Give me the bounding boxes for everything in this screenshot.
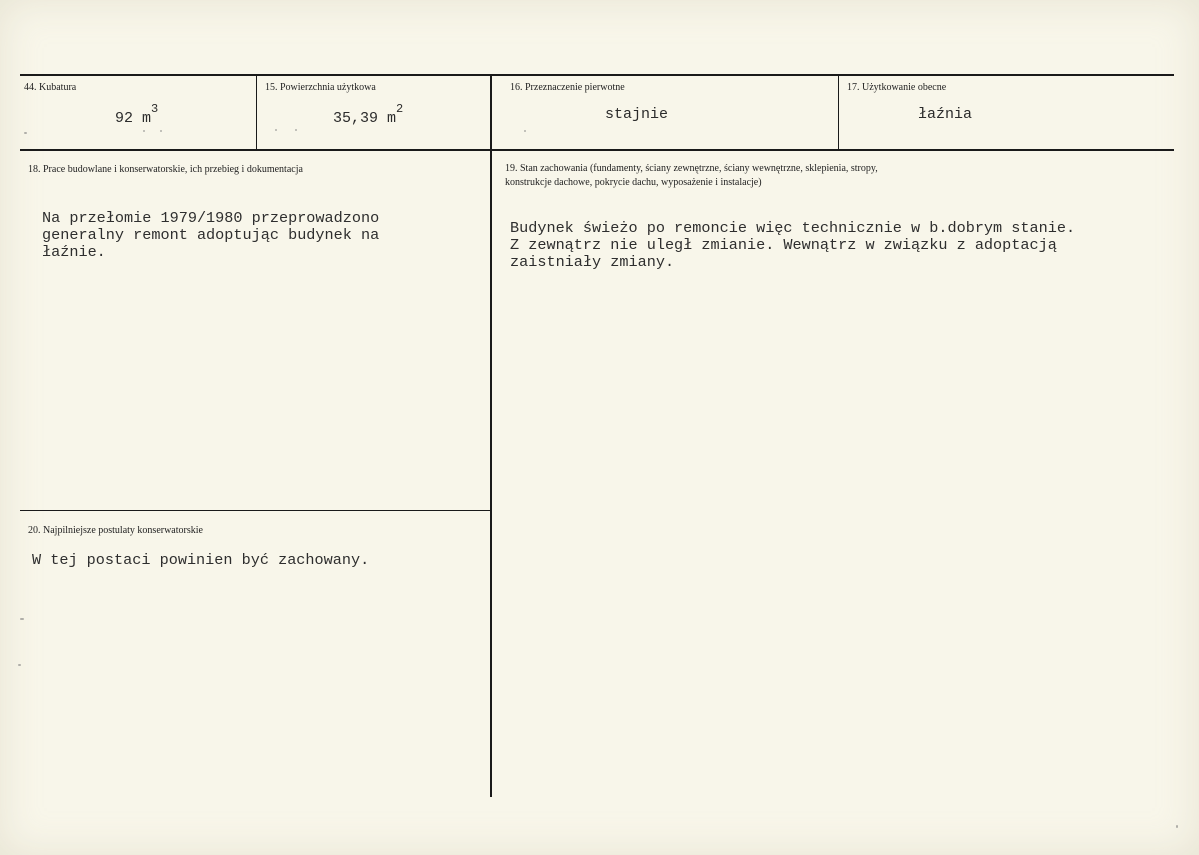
field-19-label [505,162,878,190]
field-18-line: łaźnie. [42,243,106,261]
paper-speck [295,129,297,131]
paper-speck [18,664,21,666]
field-14-exponent: 3 [151,102,159,116]
col-divider-2 [490,75,492,797]
field-18-line: Na przełomie 1979/1980 przeprowadzono [42,209,380,227]
field-20-line: W tej postaci powinien być zachowany. [32,551,370,569]
field-15-exponent: 2 [396,102,404,116]
paper-speck [24,132,27,134]
field-19-line: zaistniały zmiany. [510,253,675,271]
field-15-label: 15. Powierzchnia użytkowa [265,82,376,93]
field-18-label: 18. Prace budowlane i konserwatorskie, ich przebieg i dokumentacja [28,164,303,175]
field-19-label-line: konstrukcje dachowe, pokrycie dachu, wyposażenie i instalacje) [505,177,762,188]
field-17-value: łaźnia [918,106,973,123]
paper-speck [1176,825,1178,828]
field-16-label: 16. Przeznaczenie pierwotne [510,82,625,93]
field-18-line: generalny remont adoptując budynek na [42,226,380,244]
field-18-text [42,210,379,261]
top-rule [20,74,1174,76]
field-20-text [32,552,369,569]
field-15-value [333,102,404,127]
field-19-text [510,220,1075,271]
paper-speck [160,130,162,132]
paper-speck [275,129,277,131]
paper-speck [20,618,24,620]
field-20-label: 20. Najpilniejsze postulaty konserwatorskie [28,525,203,536]
field-14-label: 44. Kubatura [24,82,77,93]
field-19-line: Z zewnątrz nie uległ zmianie. Wewnątrz w związku z adoptacją [510,236,1057,254]
row-divider-rule [20,149,1174,151]
field-15-number: 35,39 m [333,110,397,127]
field-19-line: Budynek świeżo po remoncie więc technicznie w b.dobrym stanie. [510,219,1076,237]
paper-speck [143,130,145,132]
field-14-value [115,102,159,127]
col-divider-1 [256,75,257,150]
section-20-divider-rule [20,510,490,511]
field-19-label-line: 19. Stan zachowania (fundamenty, ściany zewnętrzne, ściany wewnętrzne, sklepienia, stropy, [505,163,878,174]
field-14-number: 92 m [115,110,152,127]
paper-speck [524,130,526,132]
field-16-value: stajnie [605,106,669,123]
field-17-label: 17. Użytkowanie obecne [847,82,947,93]
col-divider-3 [838,75,839,150]
